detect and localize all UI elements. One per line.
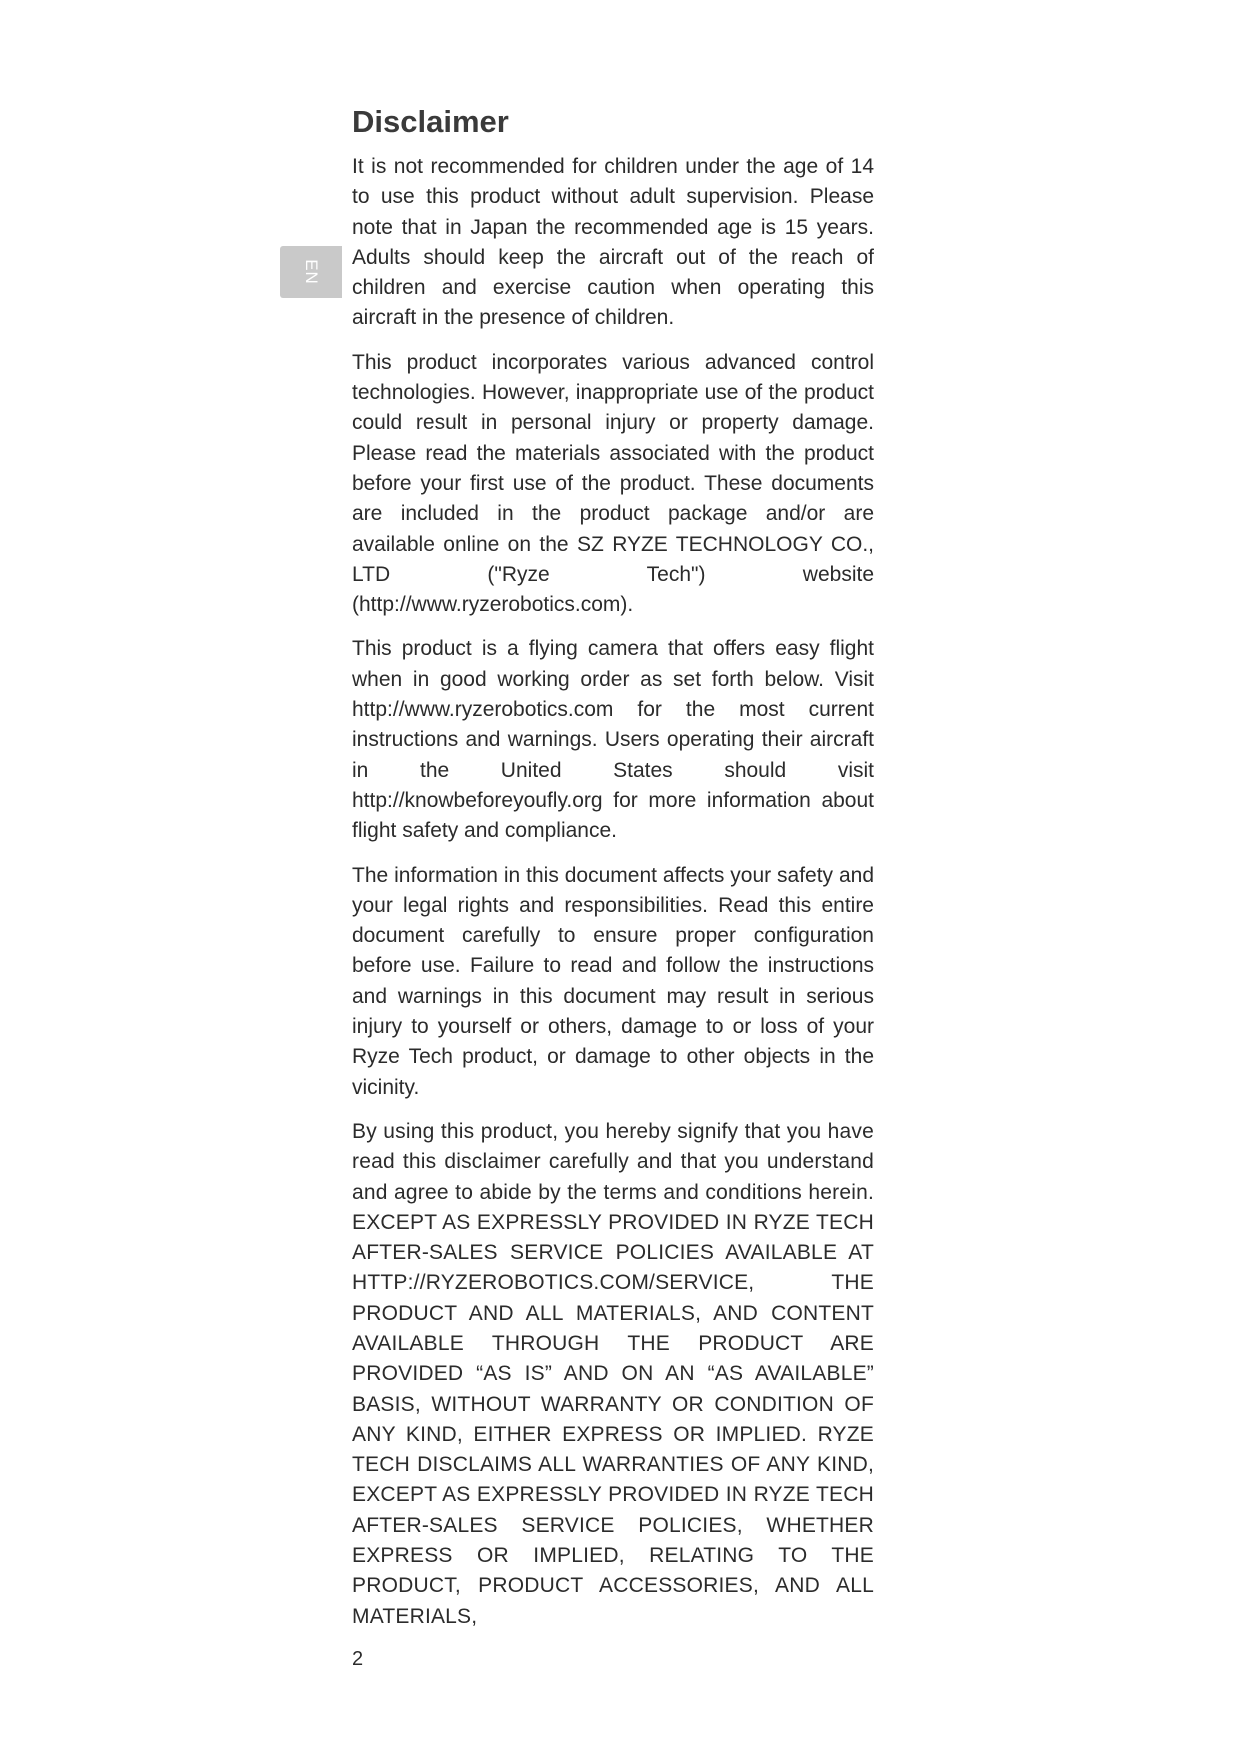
page-title: Disclaimer: [352, 104, 509, 139]
language-tab-label: EN: [302, 259, 321, 285]
paragraph-warranty-terms: By using this product, you hereby signify that you have read this disclaimer carefully and that you understand and agree to abide by the terms and conditions herein. EXCEPT AS EXPRESSLY PROVIDED IN RYZE TECH AFTER-SALES SERVICE POLICIES AVAILABLE AT HTTP://RYZEROBOTICS.COM/SERVICE, THE PRODUCT AND ALL MATERIALS, AND CONTENT AVAILABLE THROUGH THE PRODUCT ARE PROVIDED “AS IS” AND ON AN “AS AVAILABLE” BASIS, WITHOUT WARRANTY OR CONDITION OF ANY KIND, EITHER EXPRESS OR IMPLIED. RYZE TECH DISCLAIMS ALL WARRANTIES OF ANY KIND, EXCEPT AS EXPRESSLY PROVIDED IN RYZE TECH AFTER-SALES SERVICE POLICIES, WHETHER EXPRESS OR IMPLIED, RELATING TO THE PRODUCT, PRODUCT ACCESSORIES, AND ALL MATERIALS,: [352, 1119, 874, 1628]
paragraph-control-technologies: This product incorporates various advanced control technologies. However, inappropriate use of the product could result in personal injury or property damage. Please read the materials associated with the product before your first use of the product. These documents are included in the product package and/or are available online on the SZ RYZE TECHNOLOGY CO., LTD ("Ryze Tech") website (http://www.ryzerobotics.com).: [352, 350, 874, 617]
paragraph-flying-camera: This product is a flying camera that offers easy flight when in good working order as set forth below. Visit http://www.ryzerobotics.com for the most current instructions and warnings. Users operating their aircraft in the United States should visit http://knowbeforeyoufly.org for more information about flight safety and compliance.: [352, 637, 874, 843]
paragraph-legal-rights: The information in this document affects your safety and your legal rights and responsibilities. Read this entire document carefully to ensure proper configuration before use. Failure to read and follow the instructions and warnings in this document may result in serious injury to yourself or others, damage to or loss of your Ryze Tech product, or damage to other objects in the vicinity.: [352, 863, 874, 1099]
document-body: [352, 102, 874, 1646]
paragraph-age-supervision: It is not recommended for children under the age of 14 to use this product without adult supervision. Please note that in Japan the recommended age is 15 years. Adults should keep the aircraft out of the reach of children and exercise caution when operating this aircraft in the presence of children.: [352, 155, 874, 330]
language-tab: [280, 246, 342, 298]
page-number: 2: [352, 1648, 364, 1670]
